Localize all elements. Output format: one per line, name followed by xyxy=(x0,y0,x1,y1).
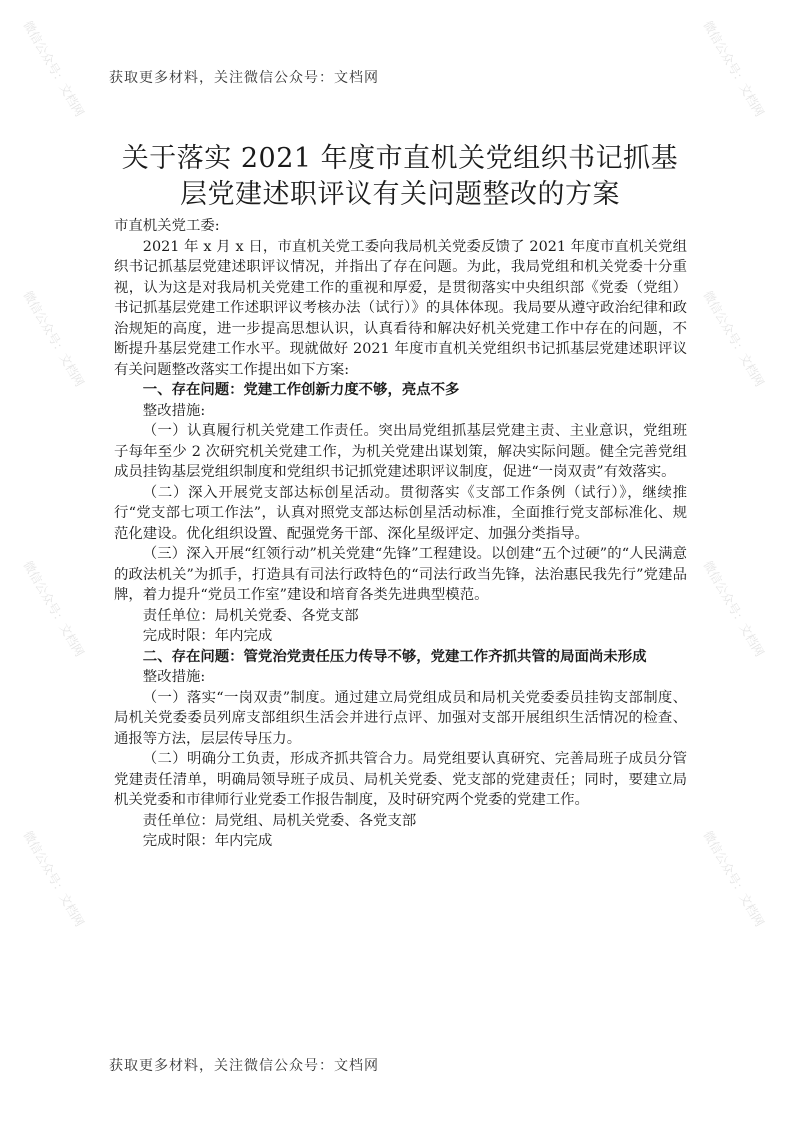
section-2-item: （一）落实“一岗双责”制度。通过建立局党组成员和局机关党委委员挂钩支部制度、局机关党委委员列席支部组织生活会并进行点评、加强对支部开展组织生活情况的检查、通报等方法，层层传导压力。 xyxy=(114,689,687,747)
watermark: 微信公众号：文档网 xyxy=(20,558,87,660)
header-note: 获取更多材料，关注微信公众号：文档网 xyxy=(109,70,379,86)
watermark: 微信公众号：文档网 xyxy=(700,558,767,660)
watermark: 微信公众号：文档网 xyxy=(700,18,767,120)
intro-paragraph: 2021 年 x 月 x 日，市直机关党工委向我局机关党委反馈了 2021 年度市直机关党组织书记抓基层党建述职评议情况，并指出了存在问题。为此，我局党组和机关党委十分重视，认为这是对我局机关党建工作的重视和厚爱，是贯彻落实中央组织部《党委（党组）书记抓基层党建工作述职评议考核办法（试行）》的具体体现。我局要从遵守政治纪律和政治规矩的高度，进一步提高思想认识，认真看待和解决好机关党建工作中存在的问题，不断提升基层党建工作水平。现就做好 2021 年度市直机关党组织书记抓基层党建述职评议有关问题整改落实工作提出如下方案: xyxy=(114,238,687,378)
document-body xyxy=(114,216,687,852)
watermark: 微信公众号：文档网 xyxy=(20,288,87,390)
section-2-heading: 二、存在问题：管党治党责任压力传导不够，党建工作齐抓共管的局面尚未形成 xyxy=(142,647,647,665)
section-1-responsible: 责任单位：局机关党委、各党支部 xyxy=(142,607,359,624)
section-1-item: （一）认真履行机关党建工作责任。突出局党组抓基层党建主责、主业意识，党组班子每年至少 2 次研究机关党建工作，为机关党建出谋划策，解决实际问题。健全完善党组成员挂钩基层党组织制度和党组织书记抓党建述职评议制度，促进“一岗双责”有效落实。 xyxy=(114,423,687,480)
section-1-heading: 一、存在问题：党建工作创新力度不够，亮点不多 xyxy=(142,381,460,398)
section-2-responsible: 责任单位：局党组、局机关党委、各党支部 xyxy=(142,812,417,829)
section-2-item: （二）明确分工负责，形成齐抓共管合力。局党组要认真研究、完善局班子成员分管党建责任清单，明确局领导班子成员、局机关党委、党支部的党建责任；同时，要建立局机关党委和市律师行业党委工作报告制度，及时研究两个党委的党建工作。 xyxy=(114,751,687,808)
document-title xyxy=(100,141,700,213)
salutation: 市直机关党工委: xyxy=(114,218,220,234)
section-2-deadline: 完成时限：年内完成 xyxy=(142,833,273,849)
section-2-measures-label: 整改措施: xyxy=(142,669,206,685)
section-1-item: （三）深入开展“红领行动”机关党建“先锋”工程建设。以创建“五个过硬”的“人民满意的政法机关”为抓手，打造具有司法行政特色的“司法行政当先锋，法治惠民我先行”党建品牌，着力提升“党员工作室”建设和培育各类先进典型模范。 xyxy=(114,546,687,603)
section-1-measures-label: 整改措施: xyxy=(142,402,206,419)
title-line-1: 关于落实 2021 年度市直机关党组织书记抓基 xyxy=(121,143,679,174)
section-1-item: （二）深入开展党支部达标创星活动。贯彻落实《支部工作条例（试行）》，继续推行“党支部七项工作法”，认真对照党支部达标创星活动标准，全面推行党支部标准化、规范化建设。优化组织设置、配强党务干部、深化星级评定、加强分类指导。 xyxy=(114,484,687,542)
footer-note: 获取更多材料，关注微信公众号：文档网 xyxy=(109,1058,379,1074)
watermark: 微信公众号：文档网 xyxy=(700,828,767,930)
watermark: 微信公众号：文档网 xyxy=(700,288,767,390)
watermark: 微信公众号：文档网 xyxy=(20,18,87,120)
watermark: 微信公众号：文档网 xyxy=(20,828,87,930)
title-line-2: 层党建述职评议有关问题整改的方案 xyxy=(180,179,620,210)
section-1-deadline: 完成时限：年内完成 xyxy=(142,628,273,644)
